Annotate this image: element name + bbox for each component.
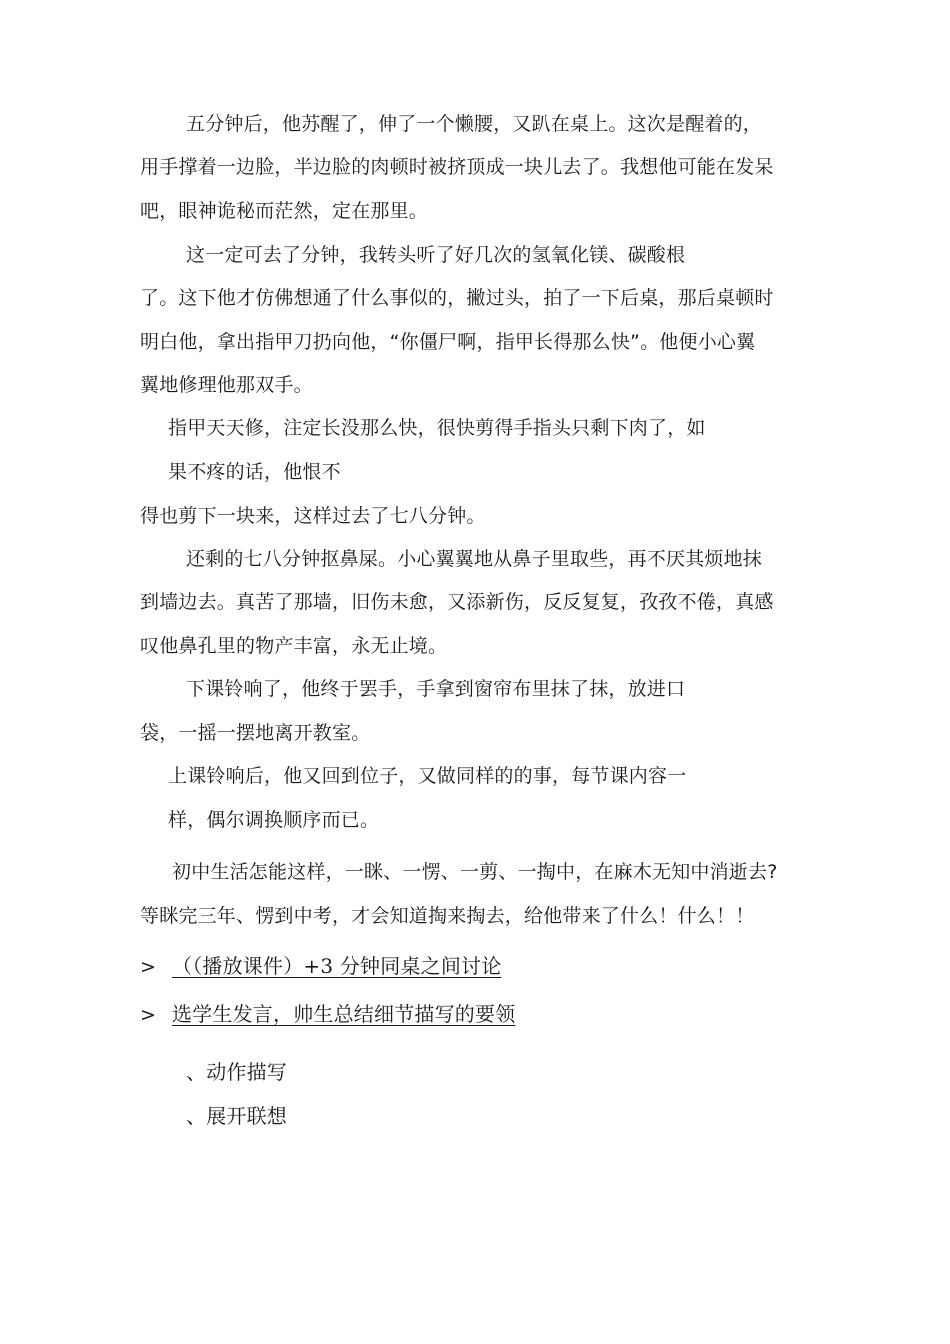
paragraph-line: 叹他鼻孔里的物产丰富，永无止境。 <box>140 635 448 657</box>
paragraph-line: 明白他，拿出指甲刀扔向他，“你僵尸啊，指甲长得那么快”。他便小心翼 <box>140 331 756 353</box>
paragraph-line: 下课铃响了，他终于罢手，手拿到窗帘布里抹了抹，放进口 <box>186 678 686 700</box>
paragraph-line: 了。这下他才仿佛想通了什么事似的，撇过头，拍了一下后桌，那后桌顿时 <box>140 287 774 309</box>
paragraph-line: 样，偶尔调换顺序而已。 <box>168 809 380 831</box>
paragraph-line: 翼地修理他那双手。 <box>140 374 313 396</box>
paragraph-line: 用手撑着一边脸，半边脸的肉顿时被挤顶成一块儿去了。我想他可能在发呆 <box>140 156 774 178</box>
paragraph-line: 指甲天天修，注定长没那么快，很快剪得手指头只剩下肉了，如 <box>168 417 706 439</box>
bullet-marker: > <box>140 956 156 978</box>
paragraph-line: 还剩的七八分钟抠鼻屎。小心翼翼地从鼻子里取些，再不厌其烦地抹 <box>186 548 763 570</box>
paragraph-line: 袋，一摇一摆地离开教室。 <box>140 722 371 744</box>
paragraph-line: 初中生活怎能这样，一眯、一愣、一剪、一掏中，在麻木无知中消逝去? <box>172 861 778 883</box>
point-item: 、动作描写 <box>186 1060 287 1084</box>
paragraph-line: 等眯完三年、愣到中考，才会知道掏来掏去，给他带来了什么！什么！！ <box>140 905 755 927</box>
paragraph-line: 得也剪下一块来，这样过去了七八分钟。 <box>140 505 486 527</box>
bullet-text: （（播放课件）+3 分钟同桌之间讨论 <box>172 954 502 978</box>
paragraph-line: 这一定可去了分钟，我转头听了好几次的氢氧化镁、碳酸根 <box>186 244 686 266</box>
point-item: 、展开联想 <box>186 1104 287 1128</box>
bullet-text: 选学生发言，帅生总结细节描写的要领 <box>172 1002 516 1026</box>
paragraph-line: 到墙边去。真苦了那墙，旧伤未愈，又添新伤，反反复复，孜孜不倦，真感 <box>140 591 774 613</box>
paragraph-line: 上课铃响后，他又回到位子，又做同样的的事，每节课内容一 <box>168 765 687 787</box>
paragraph-line: 果不疼的话，他恨不 <box>168 461 341 483</box>
paragraph-line: 吧，眼神诡秘而茫然，定在那里。 <box>140 200 429 222</box>
paragraph-line: 五分钟后，他苏醒了，伸了一个懒腰，又趴在桌上。这次是醒着的， <box>186 113 763 135</box>
bullet-marker: > <box>140 1004 156 1026</box>
